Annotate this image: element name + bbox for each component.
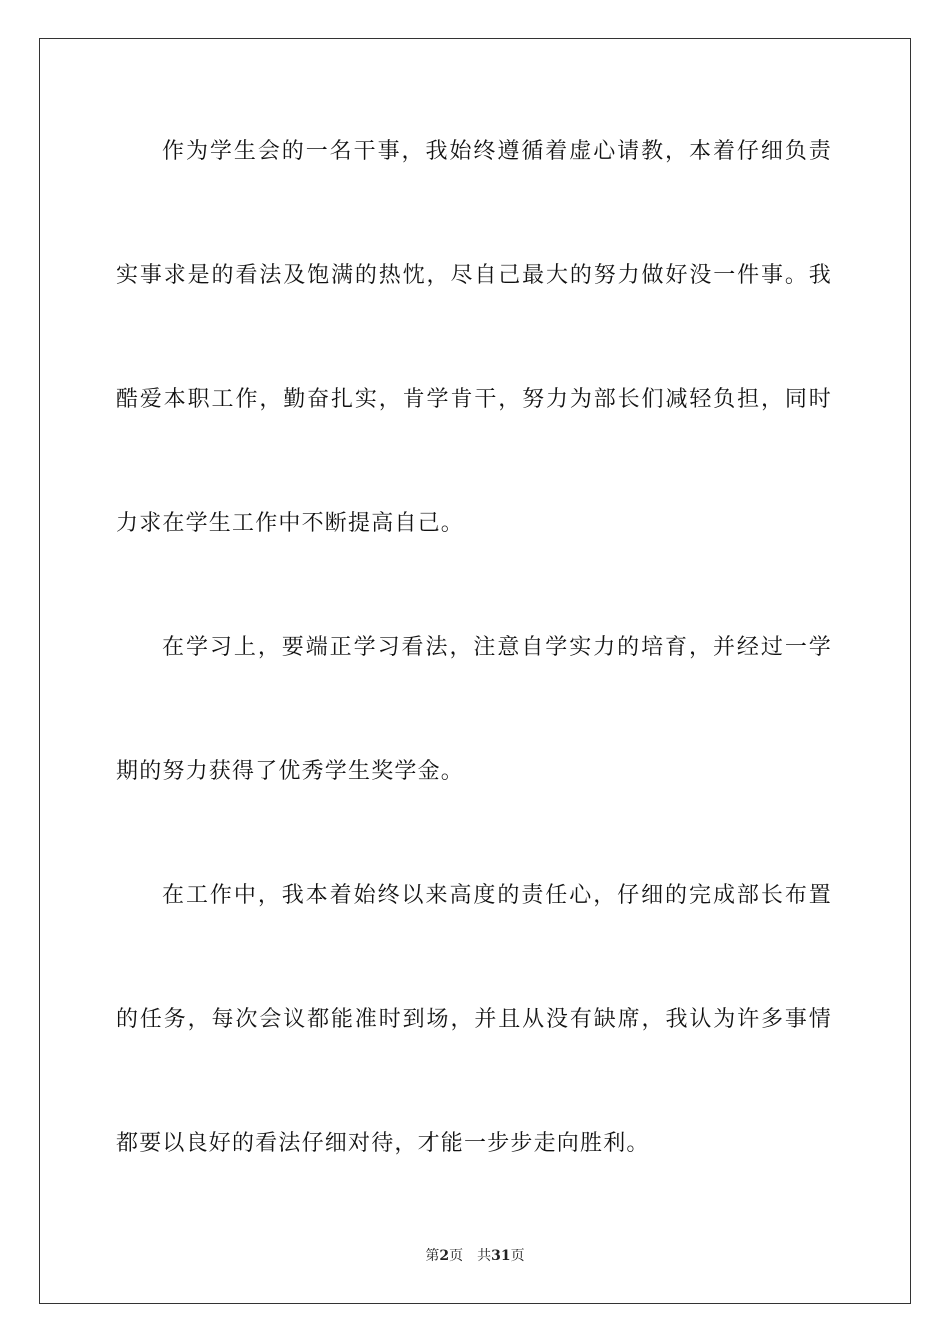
page-number: 2: [439, 1248, 450, 1264]
paragraph-1-line-1: 作为学生会的一名干事，我始终遵循着虚心请教，本着仔细负责: [162, 139, 832, 164]
paragraph-1-line-3: 酷爱本职工作，勤奋扎实，肯学肯干，努力为部长们减轻负担，同时: [116, 387, 832, 412]
page-suffix: 页: [449, 1248, 464, 1264]
page-border: [39, 38, 911, 1304]
paragraph-2-line-1: 在学习上，要端正学习看法，注意自学实力的培育，并经过一学: [162, 635, 832, 660]
page-prefix: 第: [425, 1248, 440, 1264]
paragraph-3-line-2: 的任务，每次会议都能准时到场，并且从没有缺席，我认为许多事情: [116, 1007, 832, 1032]
paragraph-1-line-2: 实事求是的看法及饱满的热忱，尽自己最大的努力做好没一件事。我: [116, 263, 832, 288]
paragraph-2-line-2: 期的努力获得了优秀学生奖学金。: [116, 759, 465, 784]
paragraph-1-line-4: 力求在学生工作中不断提高自己。: [116, 511, 465, 536]
total-suffix: 页: [510, 1248, 525, 1264]
total-prefix: 共: [477, 1248, 492, 1264]
paragraph-3-line-1: 在工作中，我本着始终以来高度的责任心，仔细的完成部长布置: [162, 883, 832, 908]
total-pages: 31: [491, 1248, 511, 1264]
paragraph-3-line-3: 都要以良好的看法仔细对待，才能一步步走向胜利。: [116, 1131, 650, 1156]
page-footer: [0, 1247, 950, 1265]
